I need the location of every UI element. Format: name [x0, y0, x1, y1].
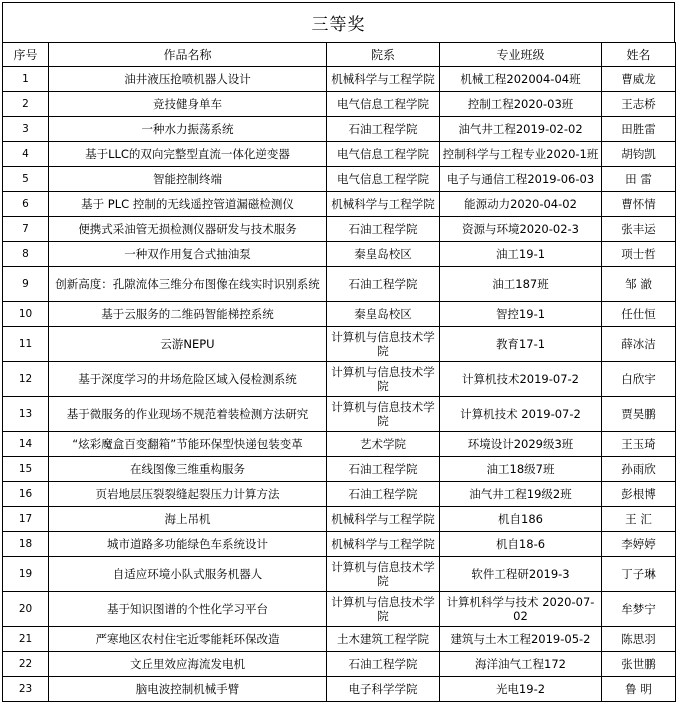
table-row [3, 92, 676, 117]
row-name: 任仕恒 [602, 302, 676, 327]
row-name: 田 雷 [602, 167, 676, 192]
row-no: 21 [3, 627, 49, 652]
row-dept: 石油工程学院 [327, 117, 440, 142]
row-work: 严寒地区农村住宅近零能耗环保改造 [49, 627, 327, 652]
row-dept: 石油工程学院 [327, 652, 440, 677]
row-name: 白欣宇 [602, 362, 676, 397]
award-title: 三等奖 [2, 2, 675, 42]
header-class: 专业班级 [440, 43, 602, 67]
table-row [3, 242, 676, 267]
row-class: 油气井工程19级2班 [440, 482, 602, 507]
row-no: 8 [3, 242, 49, 267]
row-no: 3 [3, 117, 49, 142]
table-body [3, 67, 676, 702]
row-dept: 秦皇岛校区 [327, 302, 440, 327]
row-class: 机械工程202004-04班 [440, 67, 602, 92]
row-dept: 石油工程学院 [327, 217, 440, 242]
header-row [3, 43, 676, 67]
row-class: 海洋油气工程172 [440, 652, 602, 677]
row-no: 15 [3, 457, 49, 482]
row-no: 22 [3, 652, 49, 677]
row-no: 12 [3, 362, 49, 397]
row-class: 控制工程2020-03班 [440, 92, 602, 117]
row-class: 资源与环境2020-02-3 [440, 217, 602, 242]
row-name: 张丰运 [602, 217, 676, 242]
table-row [3, 327, 676, 362]
row-class: 控制科学与工程专业2020-1班 [440, 142, 602, 167]
row-no: 18 [3, 532, 49, 557]
header-work: 作品名称 [49, 43, 327, 67]
row-dept: 计算机与信息技术学院 [327, 327, 440, 362]
row-name: 陈思羽 [602, 627, 676, 652]
row-class: 光电19-2 [440, 677, 602, 702]
row-class: 环境设计2029级3班 [440, 432, 602, 457]
row-name: 贾昊鹏 [602, 397, 676, 432]
row-class: 计算机技术2019-07-2 [440, 362, 602, 397]
row-class: 油工18级7班 [440, 457, 602, 482]
row-name: 丁子琳 [602, 557, 676, 592]
table-row [3, 652, 676, 677]
row-work: 一种水力振荡系统 [49, 117, 327, 142]
row-no: 4 [3, 142, 49, 167]
table-row [3, 217, 676, 242]
row-class: 智控19-1 [440, 302, 602, 327]
row-dept: 计算机与信息技术学院 [327, 362, 440, 397]
row-dept: 电子科学学院 [327, 677, 440, 702]
row-no: 14 [3, 432, 49, 457]
table-row [3, 432, 676, 457]
row-no: 19 [3, 557, 49, 592]
table-row [3, 302, 676, 327]
row-work: 基于LLC的双向完整型直流一体化逆变器 [49, 142, 327, 167]
row-class: 软件工程研2019-3 [440, 557, 602, 592]
row-dept: 石油工程学院 [327, 482, 440, 507]
row-dept: 电气信息工程学院 [327, 92, 440, 117]
row-class: 油工187班 [440, 267, 602, 302]
row-work: 一种双作用复合式抽油泵 [49, 242, 327, 267]
row-no: 13 [3, 397, 49, 432]
table-row [3, 167, 676, 192]
row-name: 孙雨欣 [602, 457, 676, 482]
row-name: 胡钧凯 [602, 142, 676, 167]
row-dept: 艺术学院 [327, 432, 440, 457]
table-row [3, 267, 676, 302]
row-dept: 秦皇岛校区 [327, 242, 440, 267]
row-name: 牟梦宁 [602, 592, 676, 627]
row-class: 机自186 [440, 507, 602, 532]
row-class: 建筑与土木工程2019-05-2 [440, 627, 602, 652]
table-row [3, 557, 676, 592]
table-row [3, 482, 676, 507]
row-dept: 机械科学与工程学院 [327, 67, 440, 92]
row-name: 王志桥 [602, 92, 676, 117]
table-row [3, 457, 676, 482]
row-class: 油工19-1 [440, 242, 602, 267]
row-no: 1 [3, 67, 49, 92]
header-dept: 院系 [327, 43, 440, 67]
row-name: 曹怀情 [602, 192, 676, 217]
row-dept: 计算机与信息技术学院 [327, 557, 440, 592]
row-no: 23 [3, 677, 49, 702]
row-no: 7 [3, 217, 49, 242]
row-no: 5 [3, 167, 49, 192]
row-dept: 石油工程学院 [327, 457, 440, 482]
row-work: 脑电波控制机械手臂 [49, 677, 327, 702]
table-row [3, 67, 676, 92]
row-dept: 机械科学与工程学院 [327, 532, 440, 557]
table-row [3, 362, 676, 397]
row-dept: 机械科学与工程学院 [327, 192, 440, 217]
row-no: 11 [3, 327, 49, 362]
row-no: 6 [3, 192, 49, 217]
row-no: 17 [3, 507, 49, 532]
table-row [3, 627, 676, 652]
row-work: 便携式采油管无损检测仪器研发与技术服务 [49, 217, 327, 242]
row-name: 薛冰洁 [602, 327, 676, 362]
row-dept: 电气信息工程学院 [327, 142, 440, 167]
row-work: “炫彩魔盒百变翻箱”节能环保型快递包装变革 [49, 432, 327, 457]
row-no: 16 [3, 482, 49, 507]
row-class: 油气井工程2019-02-02 [440, 117, 602, 142]
table-row [3, 532, 676, 557]
row-class: 计算机技术 2019-07-2 [440, 397, 602, 432]
header-name: 姓名 [602, 43, 676, 67]
row-work: 基于深度学习的井场危险区域入侵检测系统 [49, 362, 327, 397]
row-work: 基于云服务的二维码智能梯控系统 [49, 302, 327, 327]
row-work: 创新高度：孔隙流体三维分布图像在线实时识别系统 [49, 267, 327, 302]
header-no: 序号 [3, 43, 49, 67]
award-sheet [2, 2, 675, 702]
row-no: 20 [3, 592, 49, 627]
row-name: 彭根博 [602, 482, 676, 507]
table-row [3, 142, 676, 167]
row-dept: 土木建筑工程学院 [327, 627, 440, 652]
row-name: 李婷婷 [602, 532, 676, 557]
row-work: 云游NEPU [49, 327, 327, 362]
row-dept: 石油工程学院 [327, 267, 440, 302]
row-work: 自适应环境小队式服务机器人 [49, 557, 327, 592]
row-name: 邹 澈 [602, 267, 676, 302]
table-row [3, 192, 676, 217]
row-dept: 机械科学与工程学院 [327, 507, 440, 532]
row-work: 基于知识图谱的个性化学习平台 [49, 592, 327, 627]
table-row [3, 592, 676, 627]
row-work: 基于 PLC 控制的无线遥控管道漏磁检测仪 [49, 192, 327, 217]
row-name: 鲁 明 [602, 677, 676, 702]
table-row [3, 117, 676, 142]
row-name: 王玉琦 [602, 432, 676, 457]
row-name: 王 汇 [602, 507, 676, 532]
row-class: 机自18-6 [440, 532, 602, 557]
row-dept: 电气信息工程学院 [327, 167, 440, 192]
row-name: 张世鹏 [602, 652, 676, 677]
table-row [3, 397, 676, 432]
row-work: 油井液压抢喷机器人设计 [49, 67, 327, 92]
row-name: 项士哲 [602, 242, 676, 267]
row-dept: 计算机与信息技术学院 [327, 397, 440, 432]
row-work: 在线图像三维重构服务 [49, 457, 327, 482]
row-no: 10 [3, 302, 49, 327]
row-class: 计算机科学与技术 2020-07-02 [440, 592, 602, 627]
row-name: 曹威龙 [602, 67, 676, 92]
row-work: 智能控制终端 [49, 167, 327, 192]
table-row [3, 677, 676, 702]
row-work: 竞技健身单车 [49, 92, 327, 117]
row-no: 9 [3, 267, 49, 302]
row-work: 海上吊机 [49, 507, 327, 532]
row-dept: 计算机与信息技术学院 [327, 592, 440, 627]
row-work: 基于微服务的作业现场不规范着装检测方法研究 [49, 397, 327, 432]
row-class: 教育17-1 [440, 327, 602, 362]
award-table [2, 42, 676, 702]
row-no: 2 [3, 92, 49, 117]
row-class: 电子与通信工程2019-06-03 [440, 167, 602, 192]
row-name: 田胜雷 [602, 117, 676, 142]
row-work: 页岩地层压裂裂缝起裂压力计算方法 [49, 482, 327, 507]
table-row [3, 507, 676, 532]
row-work: 文丘里效应海流发电机 [49, 652, 327, 677]
row-work: 城市道路多功能绿色车系统设计 [49, 532, 327, 557]
row-class: 能源动力2020-04-02 [440, 192, 602, 217]
